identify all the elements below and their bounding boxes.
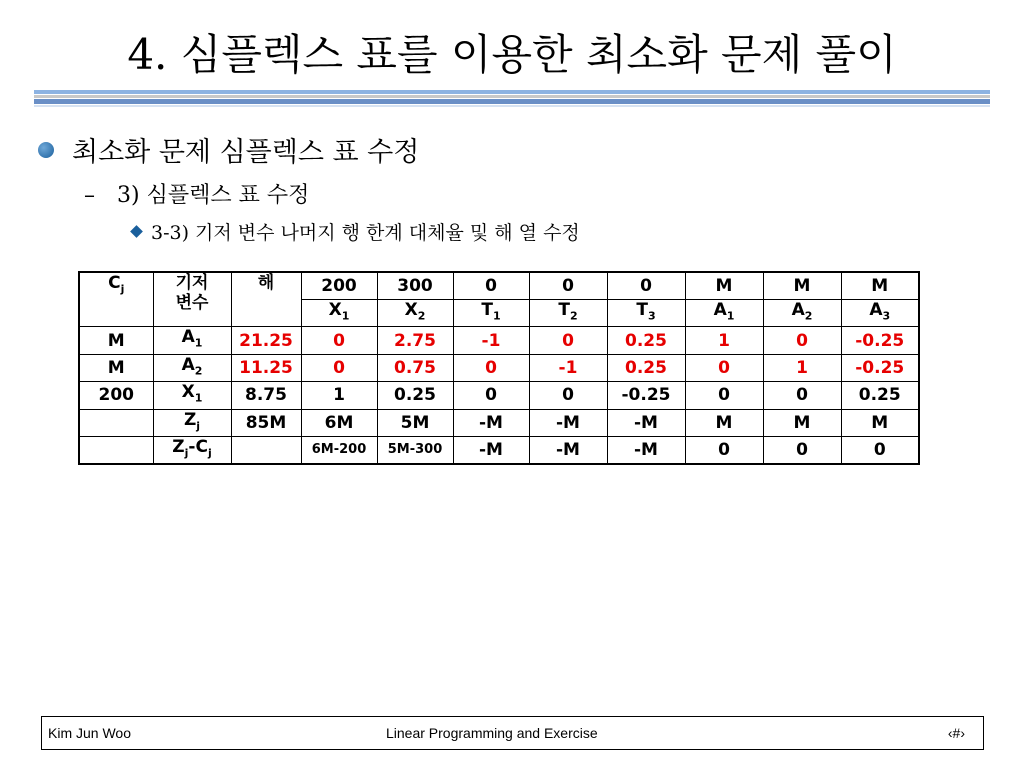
- row-value: 0: [453, 382, 529, 409]
- slide-title: 4. 심플렉스 표를 이용한 최소화 문제 풀이: [127, 30, 897, 79]
- header-var: $A_3$: [841, 300, 919, 327]
- row-value: -1: [529, 354, 607, 381]
- row-value: -0.25: [841, 327, 919, 354]
- zjcj-empty: [79, 436, 153, 464]
- row-value: 0: [301, 327, 377, 354]
- row-value: 1: [763, 354, 841, 381]
- header-var: $X_2$: [377, 300, 453, 327]
- footer-bar: [41, 716, 984, 750]
- table-row: [79, 382, 919, 409]
- row-value: 0.25: [377, 382, 453, 409]
- row-value: 0.25: [841, 382, 919, 409]
- zj-value: 6M: [301, 409, 377, 436]
- header-solution: 해: [231, 272, 301, 327]
- header-cost: M: [841, 272, 919, 300]
- header-var: $X_1$: [301, 300, 377, 327]
- table-header-row-costs: [79, 272, 919, 300]
- footer-page-number: ‹#›: [947, 725, 965, 741]
- row-value: 0: [301, 354, 377, 381]
- zjcj-value: 6M-200: [301, 436, 377, 464]
- bullet-level3-text: 3-3) 기저 변수 나머지 행 한계 대체율 및 해 열 수정: [151, 222, 580, 244]
- footer-author: Kim Jun Woo: [48, 725, 131, 741]
- footer-course: Linear Programming and Exercise: [386, 725, 598, 741]
- row-value: 0.25: [607, 327, 685, 354]
- zjcj-label: $Z_j-C_j$: [153, 436, 231, 464]
- diamond-bullet-icon: [130, 225, 143, 238]
- row-cj: M: [79, 354, 153, 381]
- row-value: 0: [529, 382, 607, 409]
- row-value: 1: [685, 327, 763, 354]
- row-value: -0.25: [607, 382, 685, 409]
- header-var: $A_2$: [763, 300, 841, 327]
- row-solution: 8.75: [231, 382, 301, 409]
- row-value: -0.25: [841, 354, 919, 381]
- zjcj-value: 0: [763, 436, 841, 464]
- bullet-dash: –: [84, 183, 95, 208]
- row-value: 0: [529, 327, 607, 354]
- zjcj-value: 0: [841, 436, 919, 464]
- header-basis: 기저 변수: [153, 272, 231, 327]
- zj-empty: [79, 409, 153, 436]
- zj-label: $Z_j$: [153, 409, 231, 436]
- title-rule-shadow: [34, 105, 990, 107]
- zj-value: M: [841, 409, 919, 436]
- row-value: 0: [685, 382, 763, 409]
- row-value: 0: [763, 327, 841, 354]
- header-cost: 200: [301, 272, 377, 300]
- zj-value: -M: [453, 409, 529, 436]
- zj-value: -M: [607, 409, 685, 436]
- table-row: [79, 327, 919, 354]
- header-var: $T_3$: [607, 300, 685, 327]
- title-rule-mid: [34, 95, 990, 98]
- title-rule: [34, 90, 990, 110]
- header-var: $A_1$: [685, 300, 763, 327]
- zjcj-value: -M: [607, 436, 685, 464]
- header-cost: M: [763, 272, 841, 300]
- row-value: 0: [453, 354, 529, 381]
- header-var: $T_1$: [453, 300, 529, 327]
- bullet-level1: [38, 130, 419, 169]
- zj-value: M: [685, 409, 763, 436]
- header-cost: 0: [453, 272, 529, 300]
- header-cost: 300: [377, 272, 453, 300]
- zjcj-row: [79, 436, 919, 464]
- row-value: 1: [301, 382, 377, 409]
- zjcj-value: -M: [529, 436, 607, 464]
- row-basis: $A_2$: [153, 354, 231, 381]
- row-value: 0.75: [377, 354, 453, 381]
- header-cost: 0: [607, 272, 685, 300]
- row-value: -1: [453, 327, 529, 354]
- zjcj-value: 0: [685, 436, 763, 464]
- zj-value: 5M: [377, 409, 453, 436]
- row-solution: 21.25: [231, 327, 301, 354]
- zj-row: [79, 409, 919, 436]
- bullet-dot-icon: [38, 142, 54, 158]
- row-solution: 11.25: [231, 354, 301, 381]
- zj-solution: 85M: [231, 409, 301, 436]
- header-cost: M: [685, 272, 763, 300]
- header-cost: 0: [529, 272, 607, 300]
- row-cj: M: [79, 327, 153, 354]
- row-value: 2.75: [377, 327, 453, 354]
- simplex-table: [78, 271, 920, 465]
- row-value: 0: [685, 354, 763, 381]
- table-row: [79, 354, 919, 381]
- title-rule-top: [34, 90, 990, 94]
- row-value: 0: [763, 382, 841, 409]
- header-cj: $C_j$: [79, 272, 153, 327]
- bullet-level3: [132, 218, 580, 245]
- row-value: 0.25: [607, 354, 685, 381]
- row-basis: $A_1$: [153, 327, 231, 354]
- bullet-level2: [84, 178, 309, 209]
- row-cj: 200: [79, 382, 153, 409]
- zjcj-solution: [231, 436, 301, 464]
- bullet-level1-text: 최소화 문제 심플렉스 표 수정: [72, 137, 420, 168]
- zj-value: M: [763, 409, 841, 436]
- title-rule-bottom: [34, 99, 990, 104]
- zjcj-value: -M: [453, 436, 529, 464]
- header-var: $T_2$: [529, 300, 607, 327]
- zjcj-value: 5M-300: [377, 436, 453, 464]
- bullet-level2-text: 3) 심플렉스 표 수정: [117, 183, 310, 208]
- row-basis: $X_1$: [153, 382, 231, 409]
- zj-value: -M: [529, 409, 607, 436]
